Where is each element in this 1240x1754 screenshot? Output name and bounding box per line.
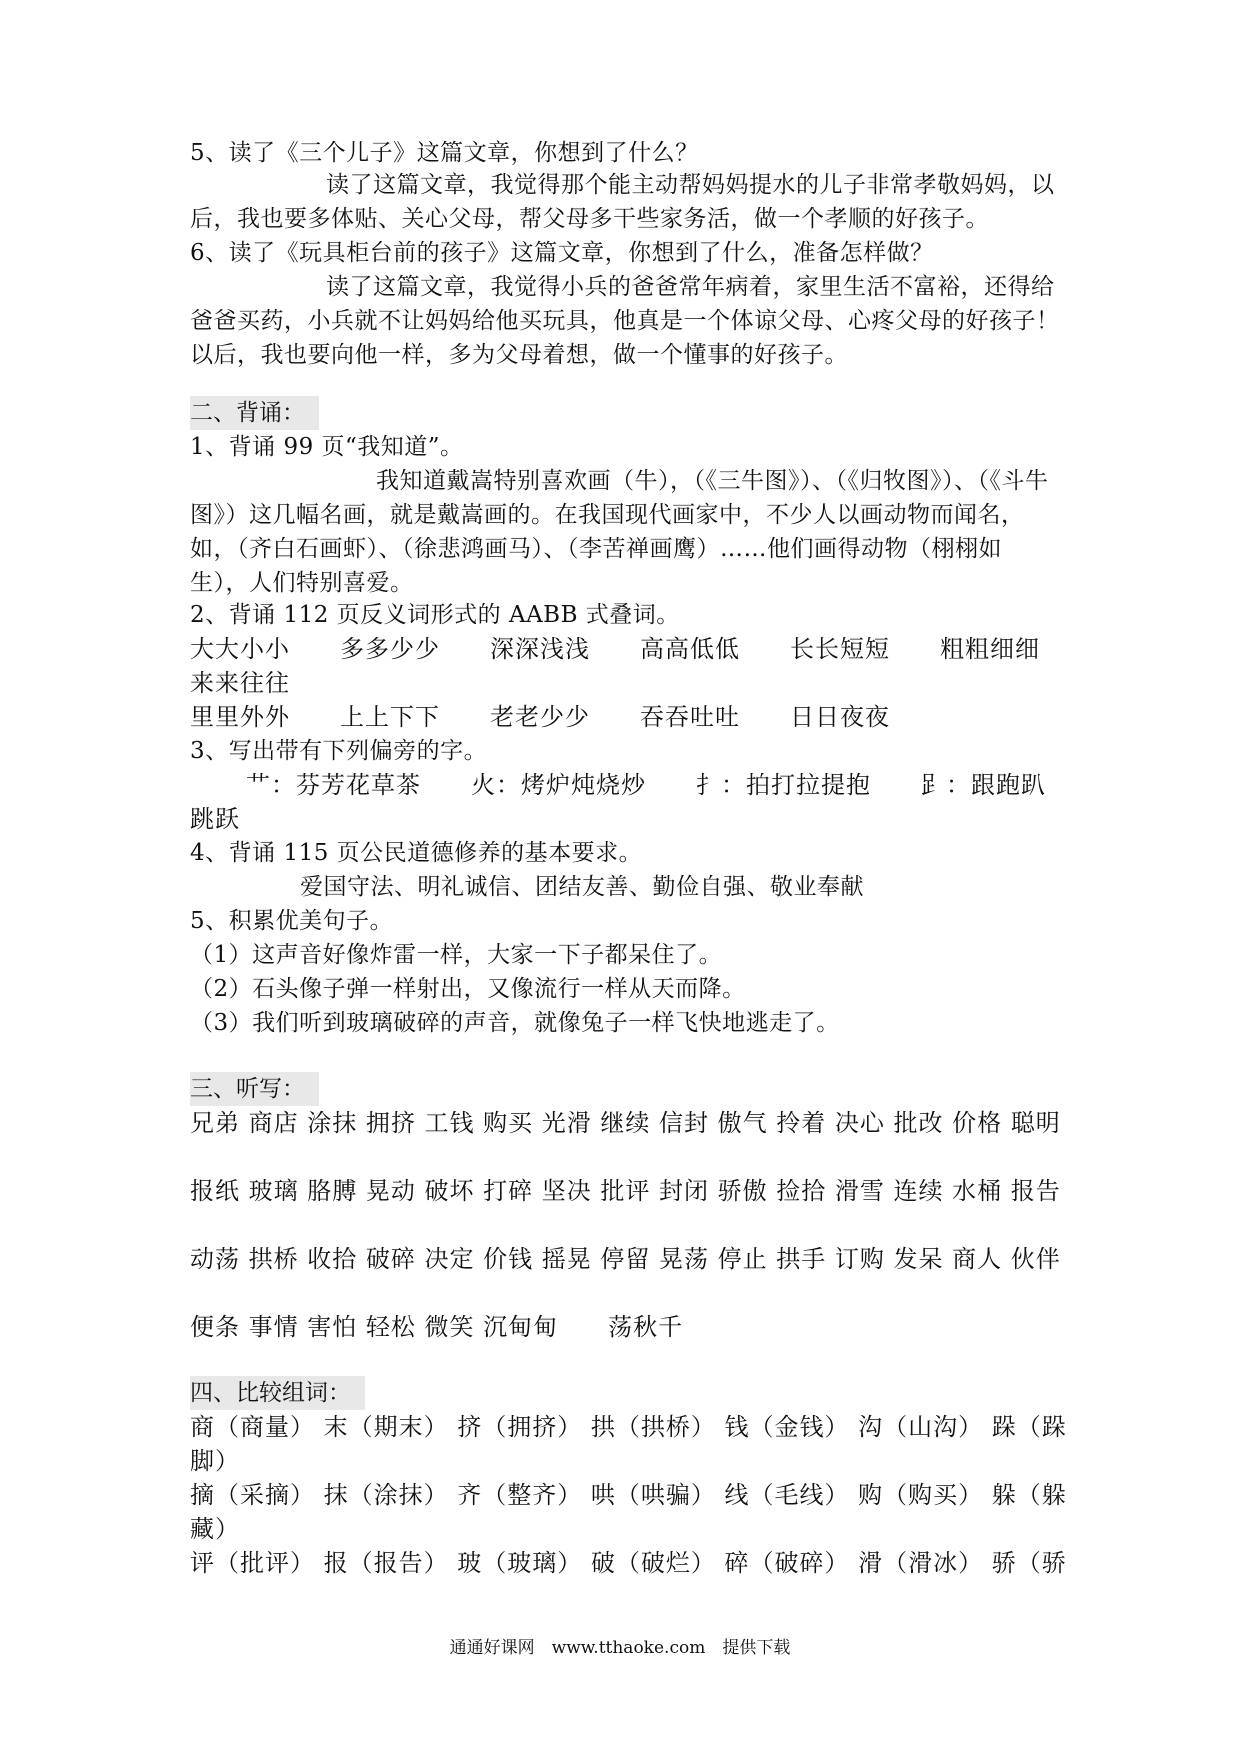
page-footer: 通通好课网 www.tthaoke.com 提供下载 <box>449 1638 791 1658</box>
radical-characters: 艹：芬芳花草茶 火：烤炉炖烧炒 扌：拍打拉提抱 𧾷：跟跑趴跳跃 <box>190 771 1046 833</box>
recite-item-1: 1、背诵 99 页“我知道”。 <box>190 434 464 460</box>
sentence-2: （2）石头像子弹一样射出，又像流行一样从天而降。 <box>190 976 746 1002</box>
dictation-row-1: 兄弟 商店 涂抹 拥挤 工钱 购买 光滑 继续 信封 傲气 拎着 决心 批改 价格 聪明 <box>190 1109 1061 1137</box>
sentence-3: （3）我们听到玻璃破碎的声音，就像兔子一样飞快地逃走了。 <box>190 1010 840 1036</box>
aabb-words-row-1: 大大小小 多多少少 深深浅浅 高高低低 长长短短 粗粗细细 来来往往 <box>190 635 1090 697</box>
dictation-row-3: 动荡 拱桥 收拾 破碎 决定 价钱 摇晃 停留 晃荡 停止 拱手 订购 发呆 商人 伙伴 <box>190 1245 1061 1273</box>
compare-row-2: 摘（采摘） 抹（涂抹） 齐（整齐） 哄（哄骗） 线（毛线） 购（购买） 躲（躲藏） <box>190 1481 1067 1543</box>
recite-item-1-text: 我知道戴嵩特别喜欢画（牛），（《三牛图》）、（《归牧图》）、（《斗牛图》）这几幅名画，就是戴嵩画的。在我国现代画家中，不少人以画动物而闻名，如，（齐白石画虾）、（徐悲鸿画马）、（李苦禅画鹰）……他们画得动物（栩栩如生），人们特别喜爱。 <box>190 468 1049 596</box>
section-heading-compare: 四、比较组词： <box>190 1376 365 1410</box>
question-5: 5、读了《三个儿子》这篇文章，你想到了什么？ <box>190 140 699 166</box>
recite-item-5: 5、积累优美句子。 <box>190 908 394 934</box>
recite-item-2: 2、背诵 112 页反义词形式的 AABB 式叠词。 <box>190 602 680 628</box>
answer-5: 读了这篇文章，我觉得那个能主动帮妈妈提水的儿子非常孝敬妈妈，以后，我也要多体贴、关心父母，帮父母多干些家务活，做一个孝顺的好孩子。 <box>190 172 1055 232</box>
question-6: 6、读了《玩具柜台前的孩子》这篇文章，你想到了什么，准备怎样做？ <box>190 240 934 266</box>
dictation-row-2: 报纸 玻璃 胳膊 晃动 破坏 打碎 坚决 批评 封闭 骄傲 捡拾 滑雪 连续 水桶 报告 <box>190 1177 1061 1205</box>
sentence-1: （1）这声音好像炸雷一样，大家一下子都呆住了。 <box>190 942 723 968</box>
compare-row-3: 评（批评） 报（报告） 玻（玻璃） 破（破烂） 碎（破碎） 滑（滑冰） 骄（骄 <box>190 1549 1067 1577</box>
moral-requirements: 爱国守法、明礼诚信、团结友善、勤俭自强、敬业奉献 <box>300 874 864 900</box>
aabb-words-row-2: 里里外外 上上下下 老老少少 吞吞吐吐 日日夜夜 <box>190 703 890 731</box>
dictation-row-4: 便条 事情 害怕 轻松 微笑 沉甸甸 荡秋千 <box>190 1313 684 1341</box>
answer-6: 读了这篇文章，我觉得小兵的爸爸常年病着，家里生活不富裕，还得给爸爸买药，小兵就不让妈妈给他买玩具，他真是一个体谅父母、心疼父母的好孩子！以后，我也要向他一样，多为父母着想，做一个懂事的好孩子。 <box>190 274 1060 368</box>
recite-item-4: 4、背诵 115 页公民道德修养的基本要求。 <box>190 840 643 866</box>
compare-row-1: 商（商量） 末（期末） 挤（拥挤） 拱（拱桥） 钱（金钱） 沟（山沟） 跺（跺脚） <box>190 1413 1067 1475</box>
section-heading-recite: 二、背诵： <box>190 396 319 430</box>
recite-item-3: 3、写出带有下列偏旁的字。 <box>190 738 488 764</box>
section-heading-dictation: 三、听写： <box>190 1072 319 1106</box>
